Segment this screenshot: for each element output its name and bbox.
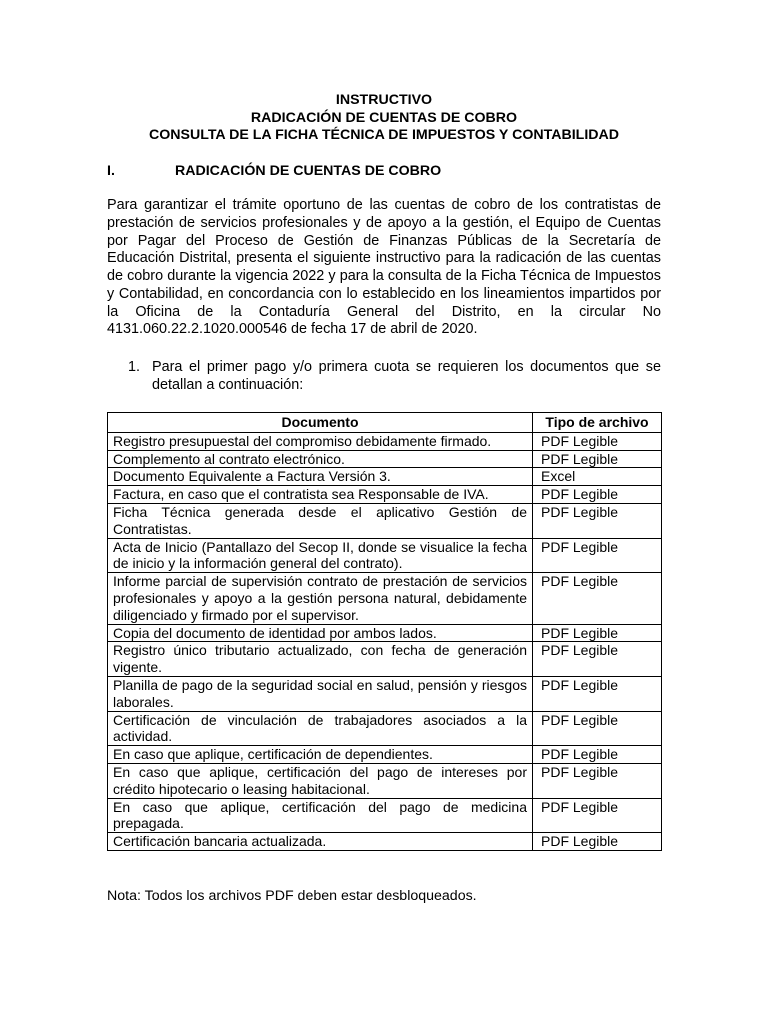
file-type-cell: PDF Legible	[533, 624, 662, 642]
table-row	[108, 486, 662, 504]
document-cell: Certificación de vinculación de trabajadores asociados a la actividad.	[108, 711, 533, 746]
document-cell: Copia del documento de identidad por ambos lados.	[108, 624, 533, 642]
list-item-number: 1.	[128, 359, 141, 375]
document-cell: Complemento al contrato electrónico.	[108, 450, 533, 468]
file-type-cell: PDF Legible	[533, 642, 662, 677]
document-cell: Registro presupuestal del compromiso debidamente firmado.	[108, 432, 533, 450]
file-type-cell: PDF Legible	[533, 503, 662, 538]
table-row	[108, 833, 662, 851]
document-cell: Ficha Técnica generada desde el aplicativo Gestión de Contratistas.	[108, 503, 533, 538]
title-line-1: INSTRUCTIVO	[335, 92, 433, 108]
document-cell: Documento Equivalente a Factura Versión 3.	[108, 468, 533, 486]
table-row	[108, 432, 662, 450]
intro-paragraph: Para garantizar el trámite oportuno de las cuentas de cobro de los contratistas de prestación de servicios profesionales y de apoyo a la gestión, el Equipo de Cuentas por Pagar del Proceso de Gestión de Finanzas Públicas de la Secretaría de Educación Distrital, presenta el siguiente instructivo para la radicación de las cuentas de cobro durante la vigencia 2022 y para la consulta de la Ficha Técnica de Impuestos y Contabilidad, en concordancia con lo establecido en los lineamientos impartidos por la Oficina de la Contaduría General del Distrito, en la circular No 4131.060.22.2.1020.000546 de fecha 17 de abril de 2020.	[107, 197, 661, 338]
table-row	[108, 468, 662, 486]
table-row	[108, 763, 662, 798]
document-cell: Informe parcial de supervisión contrato de prestación de servicios profesionales y apoyo a la gestión persona natural, debidamente diligenciado y firmado por el supervisor.	[108, 573, 533, 624]
file-type-cell: PDF Legible	[533, 798, 662, 833]
file-type-cell: PDF Legible	[533, 573, 662, 624]
table-row	[108, 538, 662, 573]
table-row	[108, 711, 662, 746]
file-type-cell: PDF Legible	[533, 432, 662, 450]
file-type-cell: PDF Legible	[533, 763, 662, 798]
table-row	[108, 573, 662, 624]
column-header-file-type: Tipo de archivo	[533, 413, 662, 433]
section-number: I.	[107, 163, 115, 179]
column-header-document: Documento	[108, 413, 533, 433]
document-cell: Registro único tributario actualizado, con fecha de generación vigente.	[108, 642, 533, 677]
table-header-row	[108, 413, 662, 433]
file-type-cell: PDF Legible	[533, 833, 662, 851]
document-title	[0, 92, 768, 145]
table-row	[108, 798, 662, 833]
document-cell: Certificación bancaria actualizada.	[108, 833, 533, 851]
file-type-cell: PDF Legible	[533, 711, 662, 746]
table-body	[108, 432, 662, 850]
table-row	[108, 746, 662, 764]
document-cell: En caso que aplique, certificación del pago de medicina prepagada.	[108, 798, 533, 833]
document-cell: En caso que aplique, certificación de dependientes.	[108, 746, 533, 764]
file-type-cell: PDF Legible	[533, 538, 662, 573]
document-cell: Planilla de pago de la seguridad social en salud, pensión y riesgos laborales.	[108, 676, 533, 711]
section-title: RADICACIÓN DE CUENTAS DE COBRO	[175, 163, 442, 179]
file-type-cell: Excel	[533, 468, 662, 486]
documents-table	[107, 412, 662, 851]
table-row	[108, 503, 662, 538]
file-type-cell: PDF Legible	[533, 676, 662, 711]
file-type-cell: PDF Legible	[533, 746, 662, 764]
document-cell: Acta de Inicio (Pantallazo del Secop II, donde se visualice la fecha de inicio y la información general del contrato).	[108, 538, 533, 573]
table-row	[108, 642, 662, 677]
file-type-cell: PDF Legible	[533, 486, 662, 504]
title-line-2: RADICACIÓN DE CUENTAS DE COBRO	[250, 109, 518, 126]
table-row	[108, 450, 662, 468]
note-text: Nota: Todos los archivos PDF deben estar desbloqueados.	[107, 888, 477, 904]
title-line-3: CONSULTA DE LA FICHA TÉCNICA DE IMPUESTOS Y CONTABILIDAD	[148, 127, 620, 143]
table-row	[108, 676, 662, 711]
document-cell: Factura, en caso que el contratista sea Responsable de IVA.	[108, 486, 533, 504]
file-type-cell: PDF Legible	[533, 450, 662, 468]
document-cell: En caso que aplique, certificación del pago de intereses por crédito hipotecario o leasing habitacional.	[108, 763, 533, 798]
list-item-text: Para el primer pago y/o primera cuota se requieren los documentos que se detallan a continuación:	[152, 359, 661, 393]
table-row	[108, 624, 662, 642]
